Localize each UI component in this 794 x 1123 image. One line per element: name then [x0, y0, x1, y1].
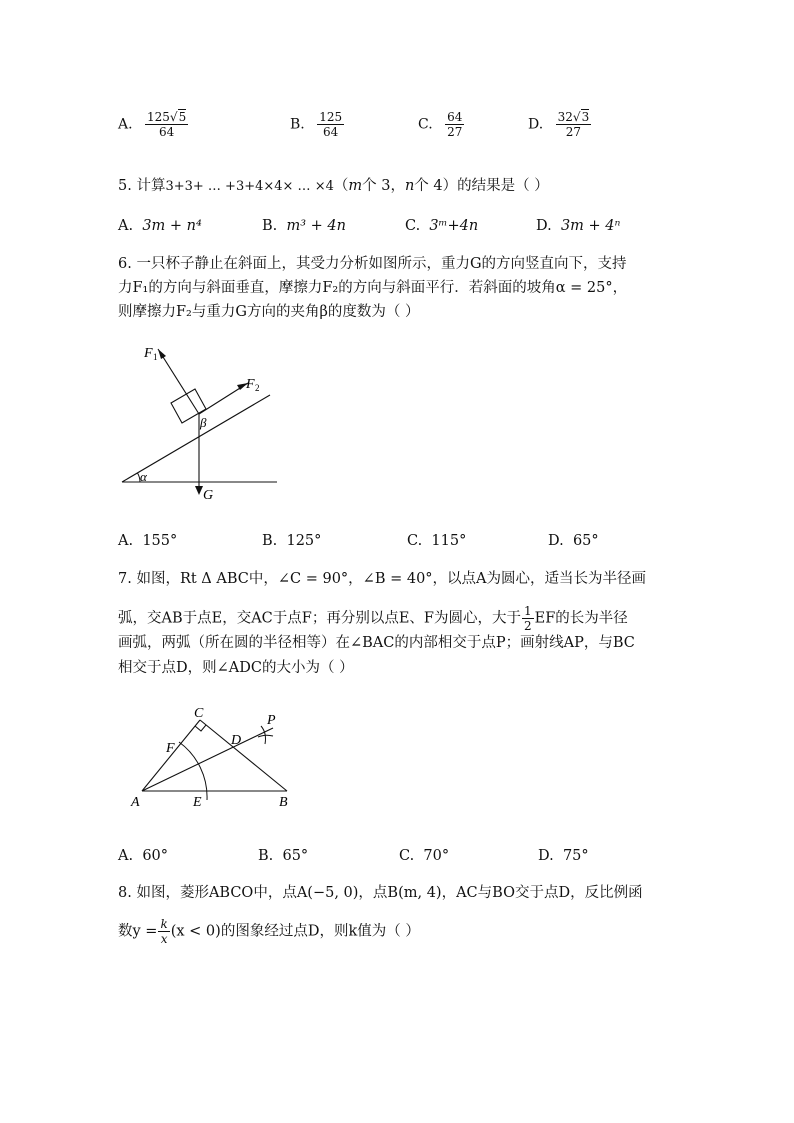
denominator: 27 [447, 125, 463, 139]
q5-option-d[interactable] [536, 216, 620, 236]
numerator-radicand: 3 [581, 110, 590, 124]
alpha-label: α [140, 469, 147, 484]
option-text: 3m + 4ⁿ [560, 218, 621, 234]
numerator-radicand: 5 [178, 110, 187, 124]
fraction: $\frac{32√3}{27}$ [557, 110, 590, 139]
q5-option-c[interactable] [405, 216, 478, 236]
option-label: D. [538, 848, 554, 864]
option-text: 125° [286, 533, 322, 549]
q7-construction-diagram [125, 700, 300, 812]
q7-stem-line4: 相交于点D，则∠ADC的大小为（ ） [118, 660, 354, 676]
q7-stem-line1: 7. 如图，Rt Δ ABC中，∠C = 90°，∠B = 40°，以点A为圆心，适当长为半径画 [118, 571, 647, 587]
point-d-label: D [231, 733, 242, 748]
numerator: k [160, 917, 168, 931]
option-text: 3ᵐ+4n [429, 218, 479, 234]
fraction [317, 110, 344, 139]
option-label: D. [548, 533, 564, 549]
numerator: 1 [523, 604, 532, 618]
option-label: C. [399, 848, 415, 864]
q4-option-a[interactable] [118, 110, 188, 139]
q7-stem-line2 [118, 604, 628, 633]
g-label: G [203, 488, 214, 503]
q5-option-b[interactable] [262, 216, 346, 236]
stem-text: 个 4）的结果是（ ） [414, 178, 549, 194]
question-number: 5. [118, 178, 132, 194]
q6-option-c[interactable] [407, 531, 466, 551]
stem-text: EF的长为半径 [534, 610, 628, 627]
numerator: 64 [447, 110, 463, 124]
q7-option-d[interactable] [538, 846, 589, 866]
numerator-int: 32 [557, 110, 573, 124]
stem-text: 个 3， [362, 178, 405, 194]
option-label: B. [290, 116, 305, 133]
option-label: B. [262, 218, 278, 234]
option-text: m³ + 4n [286, 218, 346, 234]
option-label: D. [528, 116, 544, 133]
f1-subscript: 1 [153, 352, 158, 362]
option-label: A. [118, 848, 134, 864]
option-text: 65° [572, 533, 599, 549]
stem-text: (x < 0)的图象经过点D，则k值为（ ） [170, 923, 420, 940]
q4-option-c[interactable] [418, 110, 464, 139]
fraction: $\frac{125√5}{64}$ [147, 110, 187, 139]
q6-option-d[interactable] [548, 531, 599, 551]
option-label: A. [118, 533, 134, 549]
option-text: 70° [423, 848, 450, 864]
point-e-label: E [193, 795, 202, 810]
fraction [522, 604, 534, 633]
q7-option-c[interactable] [399, 846, 449, 866]
option-text: 155° [142, 533, 178, 549]
option-label: A. [118, 116, 133, 133]
option-label: C. [407, 533, 423, 549]
f1-label: F [144, 346, 153, 361]
beta-label: β [200, 415, 207, 430]
option-text: 3m + n⁴ [142, 218, 202, 234]
f2-label: F [246, 377, 255, 392]
q6-stem-line1: 6. 一只杯子静止在斜面上，其受力分析如图所示，重力G的方向竖直向下，支持 [118, 256, 627, 272]
option-label: C. [418, 116, 433, 133]
option-text: 60° [142, 848, 169, 864]
denominator: 27 [565, 125, 582, 139]
option-label: B. [258, 848, 274, 864]
stem-var: n [404, 178, 415, 194]
q4-option-b[interactable] [290, 110, 344, 139]
q6-option-b[interactable] [262, 531, 321, 551]
f2-subscript: 2 [255, 383, 260, 393]
stem-text: （ [333, 178, 349, 194]
vertex-c-label: C [194, 706, 204, 721]
q5-stem [118, 176, 549, 197]
q4-option-d[interactable] [528, 110, 591, 139]
numerator: 125 [319, 110, 343, 124]
q6-force-diagram [110, 335, 290, 505]
q7-stem-line3: 画弧，两弧（所在圆的半径相等）在∠BAC的内部相交于点P；画射线AP，与BC [118, 635, 635, 651]
stem-text: 计算 [136, 178, 166, 194]
option-text: 75° [562, 848, 589, 864]
point-p-label: P [267, 713, 276, 728]
fraction [445, 110, 464, 139]
fraction [158, 917, 169, 946]
stem-text: 弧，交AB于点E，交AC于点F；再分别以点E、F为圆心，大于 [118, 610, 521, 627]
denominator: 2 [523, 619, 532, 633]
q8-stem-line2 [118, 917, 420, 946]
q6-stem-line2: 力F₁的方向与斜面垂直，摩擦力F₂的方向与斜面平行．若斜面的坡角α = 25°， [118, 280, 628, 296]
denominator: 64 [158, 125, 175, 139]
denominator: x [160, 932, 168, 946]
q8-stem-line1: 8. 如图，菱形ABCO中，点A(−5, 0)，点B(m, 4)，AC与BO交于点D，反比例函 [118, 885, 643, 901]
stem-expression: 3+3+ … +3+4×4× … ×4 [165, 179, 334, 194]
option-label: C. [405, 218, 421, 234]
stem-var: m [348, 178, 363, 194]
option-label: D. [536, 218, 552, 234]
option-text: 115° [431, 533, 467, 549]
point-f-label: F [166, 741, 175, 756]
denominator: 64 [323, 125, 339, 139]
q6-stem-line3: 则摩擦力F₂与重力G方向的夹角β的度数为（ ） [118, 304, 420, 320]
q5-option-a[interactable] [118, 216, 202, 236]
numerator-int: 125 [147, 110, 170, 124]
q6-option-a[interactable] [118, 531, 177, 551]
option-label: A. [118, 218, 134, 234]
option-label: B. [262, 533, 278, 549]
q7-option-b[interactable] [258, 846, 308, 866]
stem-text: 数y = [118, 923, 158, 940]
vertex-a-label: A [131, 795, 140, 810]
q7-option-a[interactable] [118, 846, 168, 866]
vertex-b-label: B [279, 795, 288, 810]
option-text: 65° [282, 848, 309, 864]
